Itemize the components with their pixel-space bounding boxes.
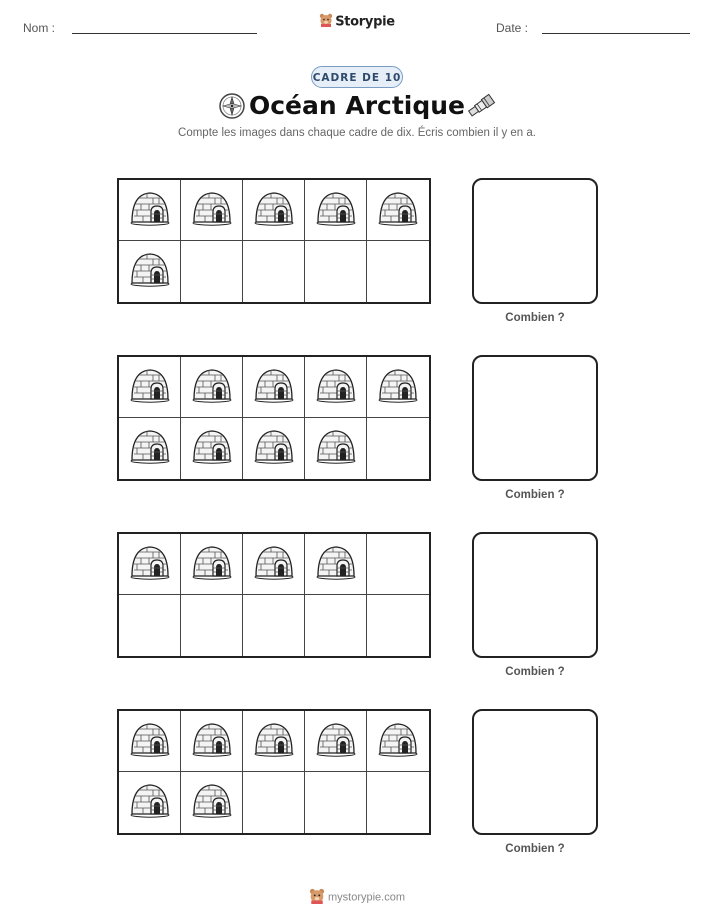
ten-frame-cell — [119, 711, 181, 772]
ten-frame — [117, 178, 431, 304]
name-line[interactable] — [72, 33, 257, 34]
ten-frame-cell — [367, 595, 429, 656]
igloo-icon — [377, 188, 419, 233]
ten-frame-cell — [367, 711, 429, 772]
ten-frame-cell — [181, 595, 243, 656]
bear-mascot-icon — [309, 888, 325, 907]
ten-frame-cell — [119, 772, 181, 833]
footer-url: mystorypie.com — [327, 891, 406, 904]
igloo-icon — [315, 188, 357, 233]
ten-frame — [117, 355, 431, 481]
igloo-icon — [129, 365, 171, 410]
ten-frame-cell — [243, 418, 305, 479]
bear-mascot-icon — [319, 13, 333, 31]
igloo-icon — [315, 719, 357, 764]
ten-frame-cell — [367, 772, 429, 833]
igloo-icon — [253, 365, 295, 410]
ten-frame — [117, 532, 431, 658]
igloo-icon — [315, 426, 357, 471]
ten-frame-cell — [243, 241, 305, 302]
answer-box[interactable] — [472, 355, 598, 481]
worksheet-type-badge: CADRE DE 10 — [311, 66, 403, 88]
date-line[interactable] — [542, 33, 690, 34]
igloo-icon — [253, 188, 295, 233]
igloo-icon — [129, 719, 171, 764]
footer — [0, 888, 714, 907]
igloo-icon — [191, 426, 233, 471]
igloo-icon — [377, 719, 419, 764]
brand-name: Storypie — [335, 14, 395, 30]
igloo-icon — [129, 249, 171, 294]
date-label: Date : — [496, 21, 529, 35]
ten-frame-cell — [367, 357, 429, 418]
ten-frame-cell — [243, 180, 305, 241]
page-title: Océan Arctique — [248, 91, 466, 120]
ten-frame-cell — [305, 180, 367, 241]
ten-frame-cell — [181, 711, 243, 772]
ten-frame-cell — [305, 534, 367, 595]
ten-frame-cell — [243, 534, 305, 595]
igloo-icon — [191, 188, 233, 233]
brand-logo — [0, 13, 714, 31]
ten-frame — [117, 709, 431, 835]
ten-frame-cell — [181, 772, 243, 833]
ten-frame-cell — [181, 418, 243, 479]
ten-frame-cell — [119, 241, 181, 302]
igloo-icon — [253, 719, 295, 764]
igloo-icon — [377, 365, 419, 410]
ten-frame-cell — [119, 595, 181, 656]
igloo-icon — [129, 780, 171, 825]
ten-frame-cell — [181, 357, 243, 418]
answer-box[interactable] — [472, 178, 598, 304]
igloo-icon — [253, 542, 295, 587]
igloo-icon — [129, 426, 171, 471]
spyglass-icon — [466, 92, 496, 125]
igloo-icon — [129, 188, 171, 233]
ten-frame-cell — [305, 418, 367, 479]
answer-label: Combien ? — [505, 489, 565, 501]
ten-frame-cell — [119, 418, 181, 479]
ten-frame-cell — [367, 180, 429, 241]
answer-box[interactable] — [472, 532, 598, 658]
ten-frame-cell — [243, 595, 305, 656]
ten-frame-cell — [367, 241, 429, 302]
igloo-icon — [315, 542, 357, 587]
ten-frame-cell — [305, 711, 367, 772]
name-label: Nom : — [23, 21, 56, 35]
ten-frame-cell — [119, 180, 181, 241]
answer-label: Combien ? — [505, 666, 565, 678]
ten-frame-cell — [181, 241, 243, 302]
ten-frame-cell — [181, 180, 243, 241]
igloo-icon — [191, 719, 233, 764]
ten-frame-cell — [305, 772, 367, 833]
ten-frame-cell — [243, 711, 305, 772]
ten-frame-cell — [367, 534, 429, 595]
answer-box[interactable] — [472, 709, 598, 835]
ten-frame-cell — [243, 357, 305, 418]
igloo-icon — [129, 542, 171, 587]
ten-frame-cell — [181, 534, 243, 595]
ten-frame-cell — [367, 418, 429, 479]
igloo-icon — [191, 780, 233, 825]
answer-label: Combien ? — [505, 843, 565, 855]
igloo-icon — [315, 365, 357, 410]
ten-frame-cell — [243, 772, 305, 833]
igloo-icon — [191, 542, 233, 587]
igloo-icon — [191, 365, 233, 410]
igloo-icon — [253, 426, 295, 471]
ten-frame-cell — [305, 595, 367, 656]
ten-frame-cell — [119, 357, 181, 418]
instructions: Compte les images dans chaque cadre de dix. Écris combien il y en a. — [178, 127, 536, 139]
ten-frame-cell — [119, 534, 181, 595]
ten-frame-cell — [305, 357, 367, 418]
ten-frame-cell — [305, 241, 367, 302]
answer-label: Combien ? — [505, 312, 565, 324]
